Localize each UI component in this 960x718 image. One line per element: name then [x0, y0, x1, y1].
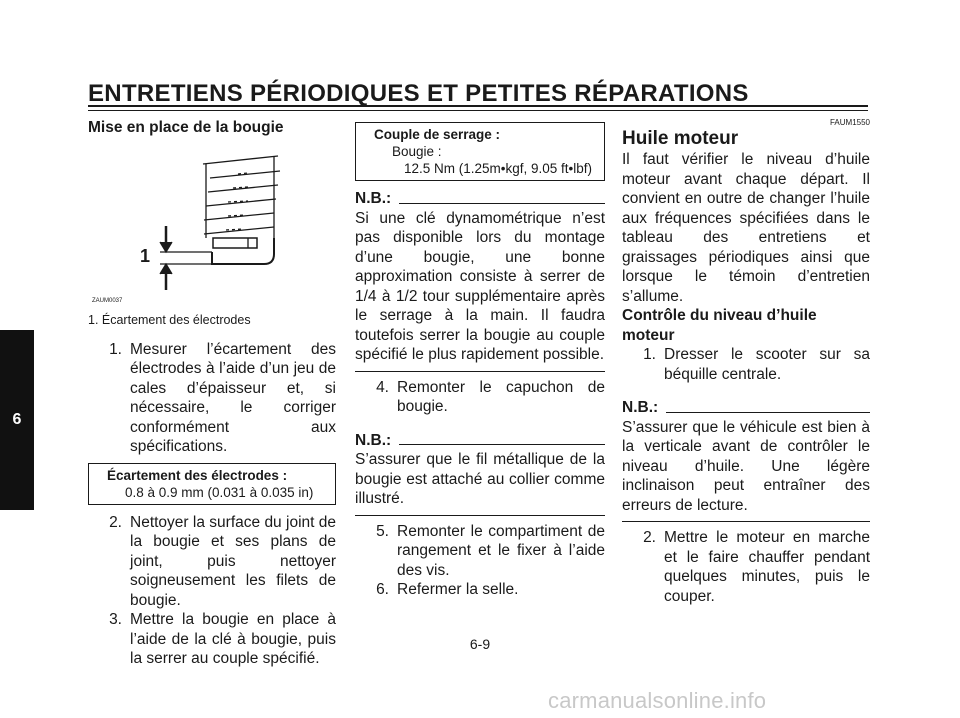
step-text: Dresser le scooter sur sa béquille centrale. [664, 346, 870, 383]
section-title-spark-plug: Mise en place de la bougie [88, 119, 284, 136]
step-2 [88, 513, 336, 611]
step-number: 6. [376, 581, 389, 598]
figure-caption: 1. Écartement des électrodes [88, 312, 251, 327]
note-end-rule [622, 521, 870, 522]
step-number: 5. [376, 522, 389, 540]
chapter-tab-number: 6 [12, 411, 22, 428]
spec-value: 0.8 à 0.9 mm (0.031 à 0.035 in) [125, 484, 314, 500]
note-rule [666, 412, 870, 413]
step-5 [355, 522, 605, 581]
step-3 [88, 610, 336, 669]
intro-paragraph: Il faut vérifier le niveau d’huile moteur avant chaque départ. Il convient en outre de changer l’huile aux fréquences spécifiées dans le tableau des entretiens et graissages périodiques ainsi que lorsque le témoin d’entretien s’allume. [622, 151, 870, 305]
column-2 [355, 118, 605, 600]
spark-plug-figure [88, 138, 336, 308]
figure-code: ZAUM0037 [92, 297, 123, 304]
step-number: 1. [109, 340, 122, 358]
note-text: S’assurer que le véhicule est bien à la verticale avant de contrôler le niveau d’huile. Une légère inclinaison peut entraîner des erreurs de lecture. [622, 418, 870, 514]
chapter-tab [0, 330, 34, 510]
spark-plug-gap-illustration [88, 138, 336, 308]
torque-value: 12.5 Nm (1.25m•kgf, 9.05 ft•lbf) [404, 161, 593, 176]
note-text: Si une clé dynamométrique n’est pas disponible lors du montage d’une bougie, une bonne approximation consiste à serrer de 1/4 à 1/2 tour supplémentaire après le serrage à la main. Il faudra toutefois serrer la bougie au couple spécifié le plus rapidement possible. [355, 209, 605, 363]
step-text: Remonter le capuchon de bougie. [397, 378, 605, 415]
page-header-title: ENTRETIENS PÉRIODIQUES ET PETITES RÉPARATIONS [88, 80, 749, 107]
step-number: 4. [376, 378, 389, 396]
torque-spec-box [355, 122, 605, 181]
page-number: 6-9 [469, 636, 491, 652]
section-title-engine-oil: Huile moteur [622, 128, 739, 149]
note-rule [399, 203, 605, 204]
step-1 [88, 340, 336, 457]
note-label: N.B.: [355, 431, 392, 449]
torque-item: Bougie : [392, 144, 442, 159]
header-rule-thin [88, 110, 868, 111]
step-text: Mettre la bougie en place à l’aide de la clé à bougie, puis la serrer au couple spécifié. [130, 611, 336, 667]
step-text: Nettoyer la surface du joint de la bougie et ses plans de joint, puis nettoyer soigneusement les filets de bougie. [130, 513, 336, 609]
electrode-gap-spec-box [88, 463, 336, 505]
header-rule [88, 105, 868, 107]
step-text: Remonter le compartiment de rangement et le fixer à l’aide des vis. [397, 522, 605, 579]
step-number: 3. [109, 611, 122, 628]
step-text: Refermer la selle. [397, 581, 519, 598]
step-number: 2. [643, 529, 656, 546]
note-header [355, 189, 605, 209]
watermark-text: carmanualsonline.info [548, 688, 767, 713]
step-4 [355, 378, 605, 417]
step-text: Mettre le moteur en marche et le faire chauffer pendant quelques minutes, puis le couper. [664, 529, 870, 605]
subheading-oil-level: Contrôle du niveau d’huile moteur [622, 307, 817, 344]
note-rule [399, 444, 605, 445]
note-end-rule [355, 371, 605, 372]
section-code: FAUM1550 [829, 118, 870, 127]
note-text: S’assurer que le fil métallique de la bougie est attaché au collier comme illustré. [355, 451, 605, 507]
step-text: Mesurer l’écartement des électrodes à l’aide d’un jeu de cales d’épaisseur et, si nécessaire, le corriger conformément aux spécifications. [130, 340, 336, 455]
note-label: N.B.: [622, 399, 659, 416]
step-number: 1. [643, 346, 656, 363]
spec-label: Écartement des électrodes : [107, 467, 288, 483]
column-1 [88, 118, 336, 669]
step-number: 2. [109, 513, 122, 531]
torque-label: Couple de serrage : [374, 127, 501, 142]
column-3 [622, 118, 870, 606]
figure-callout-1: 1 [140, 245, 151, 266]
step-2 [622, 528, 870, 606]
step-1 [622, 345, 870, 384]
step-6 [355, 580, 605, 600]
note-header [355, 431, 605, 451]
note-label: N.B.: [355, 190, 392, 207]
note-header [622, 398, 870, 418]
note-end-rule [355, 515, 605, 516]
